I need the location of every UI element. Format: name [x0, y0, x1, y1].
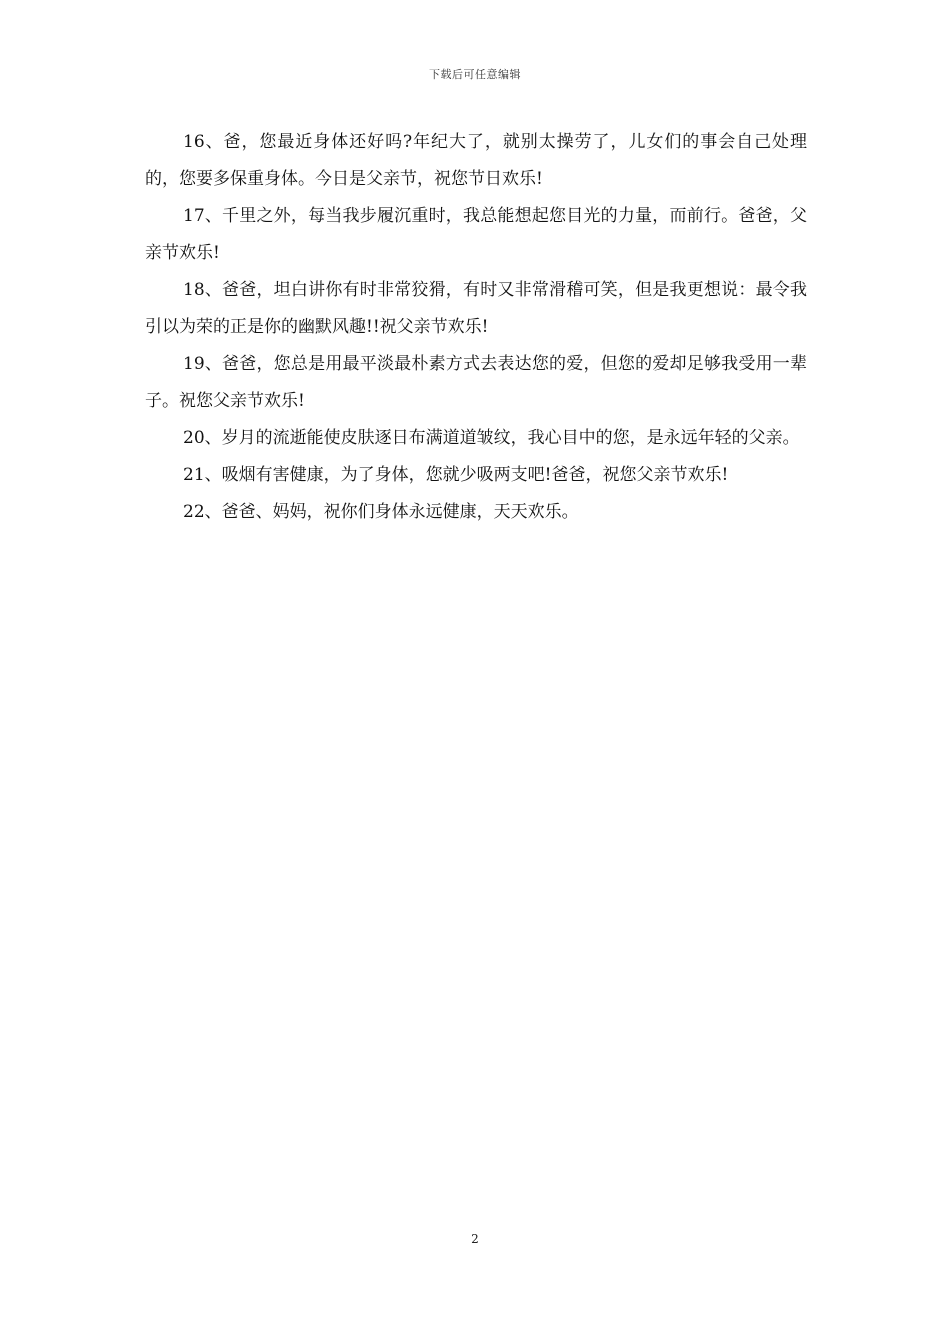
- paragraph-19: 19、爸爸，您总是用最平淡最朴素方式去表达您的爱，但您的爱却足够我受用一辈子。祝您父亲节欢乐!: [145, 354, 807, 411]
- paragraph-21: 21、吸烟有害健康，为了身体，您就少吸两支吧!爸爸，祝您父亲节欢乐!: [183, 465, 729, 485]
- paragraph-18: 18、爸爸，坦白讲你有时非常狡猾，有时又非常滑稽可笑，但是我更想说：最令我引以为荣的正是你的幽默风趣!!祝父亲节欢乐!: [145, 280, 807, 337]
- document-body: [145, 124, 807, 531]
- page-header: 下载后可任意编辑: [429, 68, 521, 81]
- paragraph-22: 22、爸爸、妈妈，祝你们身体永远健康，天天欢乐。: [183, 502, 579, 522]
- page-number: 2: [471, 1232, 479, 1246]
- paragraph-20: 20、岁月的流逝能使皮肤逐日布满道道皱纹，我心目中的您，是永远年轻的父亲。: [183, 428, 800, 448]
- paragraph-17: 17、千里之外，每当我步履沉重时，我总能想起您目光的力量，而前行。爸爸，父亲节欢乐!: [145, 206, 807, 263]
- paragraph-16: 16、爸，您最近身体还好吗?年纪大了，就别太操劳了，儿女们的事会自己处理的，您要多保重身体。今日是父亲节，祝您节日欢乐!: [145, 132, 807, 189]
